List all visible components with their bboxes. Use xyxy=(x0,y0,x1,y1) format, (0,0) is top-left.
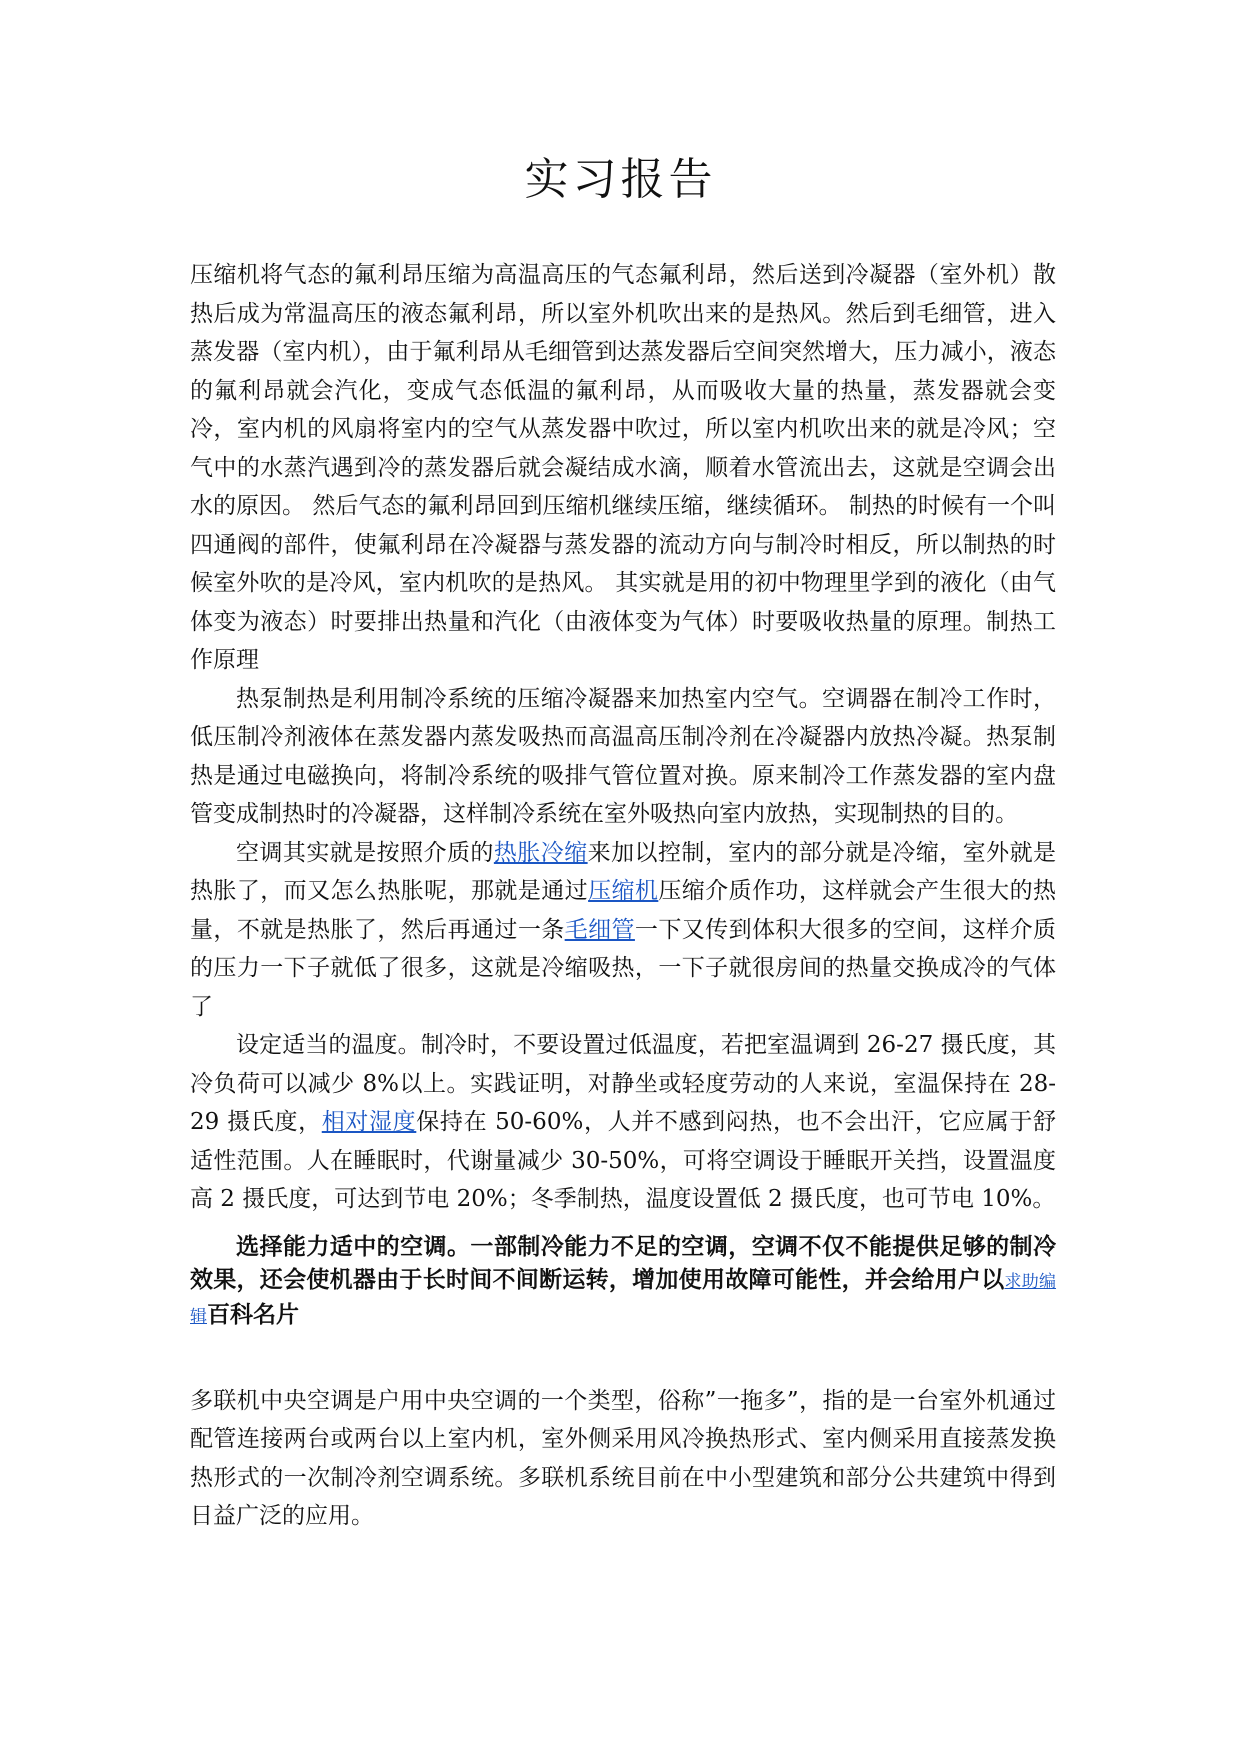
paragraph-heat-pump: 热泵制热是利用制冷系统的压缩冷凝器来加热室内空气。空调器在制冷工作时，低压制冷剂液体在蒸发器内蒸发吸热而高温高压制冷剂在冷凝器内放热冷凝。热泵制热是通过电磁换向，将制冷系统的吸排气管位置对换。原来制冷工作蒸发器的室内盘管变成制热时的冷凝器，这样制冷系统在室外吸热向室内放热，实现制热的目的。 xyxy=(190,685,1056,827)
paragraph-text: 空调其实就是按照介质的 xyxy=(236,839,494,866)
link-thermal-expansion[interactable]: 热胀冷缩 xyxy=(493,839,588,866)
document-body xyxy=(190,256,1056,1536)
paragraph-text: 保持在 50-60%，人并不感到闷热，也不会出汗，它应属于舒适性范围。人在睡眠时，代谢量减少 30-50%，可将空调设于睡眠开关挡，设置温度高 2 摄氏度，可达到节电 20%；冬季制热，温度设置低 2 摄氏度，也可节电 10%。 xyxy=(190,1109,1056,1212)
paragraph-text: 设定适当的温度。制冷时，不要设置过低温度，若把室温调到 26-27 摄氏度，其冷负荷可以减少 8%以上。实践证明，对静坐或轻度劳动的人来说，室温保持在 28-29 摄氏度， xyxy=(190,1032,1056,1135)
page-title: 实习报告 xyxy=(524,154,717,205)
paragraph-text: 百科名片 xyxy=(207,1301,299,1328)
link-compressor[interactable]: 压缩机 xyxy=(588,878,659,904)
paragraph-temperature-setting xyxy=(190,1026,1056,1219)
paragraph-principle xyxy=(190,834,1056,1027)
link-help-edit[interactable]: 求助编辑 xyxy=(190,1271,1057,1327)
paragraph-text: 一下又传到体积大很多的空间，这样介质的压力一下子就低了很多，这就是冷缩吸热，一下子就很房间的热量交换成冷的气体了 xyxy=(190,916,1057,1020)
paragraph-text: 选择能力适中的空调。一部制冷能力不足的空调，空调不仅不能提供足够的制冷效果，还会使机器由于长时间不间断运转，增加使用故障可能性，并会给用户以 xyxy=(190,1233,1056,1293)
link-capillary-tube[interactable]: 毛细管 xyxy=(564,916,635,943)
paragraph-text: 压缩介质作功，这样就会产生很大的热量，不就是热胀了，然后再通过一条 xyxy=(190,878,1057,943)
paragraph-text: 来加以控制，室内的部分就是冷缩，室外就是热胀了，而又怎么热胀呢，那就是通过 xyxy=(190,839,1057,904)
link-relative-humidity[interactable]: 相对湿度 xyxy=(321,1109,417,1135)
paragraph-choose-capacity xyxy=(190,1231,1056,1334)
paragraph-multi-split: 多联机中央空调是户用中央空调的一个类型，俗称”一拖多”，指的是一台室外机通过配管连接两台或两台以上室内机，室外侧采用风冷换热形式、室内侧采用直接蒸发换热形式的一次制冷剂空调系统。多联机系统目前在中小型建筑和部分公共建筑中得到日益广泛的应用。 xyxy=(190,1387,1056,1529)
paragraph-refrigeration-cycle: 压缩机将气态的氟利昂压缩为高温高压的气态氟利昂，然后送到冷凝器（室外机）散热后成为常温高压的液态氟利昂，所以室外机吹出来的是热风。然后到毛细管，进入蒸发器（室内机），由于氟利昂从毛细管到达蒸发器后空间突然增大，压力减小，液态的氟利昂就会汽化，变成气态低温的氟利昂，从而吸收大量的热量，蒸发器就会变冷，室内机的风扇将室内的空气从蒸发器中吹过，所以室内机吹出来的就是冷风；空气中的水蒸汽遇到冷的蒸发器后就会凝结成水滴，顺着水管流出去，这就是空调会出水的原因。 然后气态的氟利昂回到压缩机继续压缩，继续循环。 制热的时候有一个叫四通阀的部件，使氟利昂在冷凝器与蒸发器的流动方向与制冷时相反，所以制热的时候室外吹的是冷风，室内机吹的是热风。 其实就是用的初中物理里学到的液化（由气体变为液态）时要排出热量和汽化（由液体变为气体）时要吸收热量的原理。制热工作原理 xyxy=(190,262,1056,673)
